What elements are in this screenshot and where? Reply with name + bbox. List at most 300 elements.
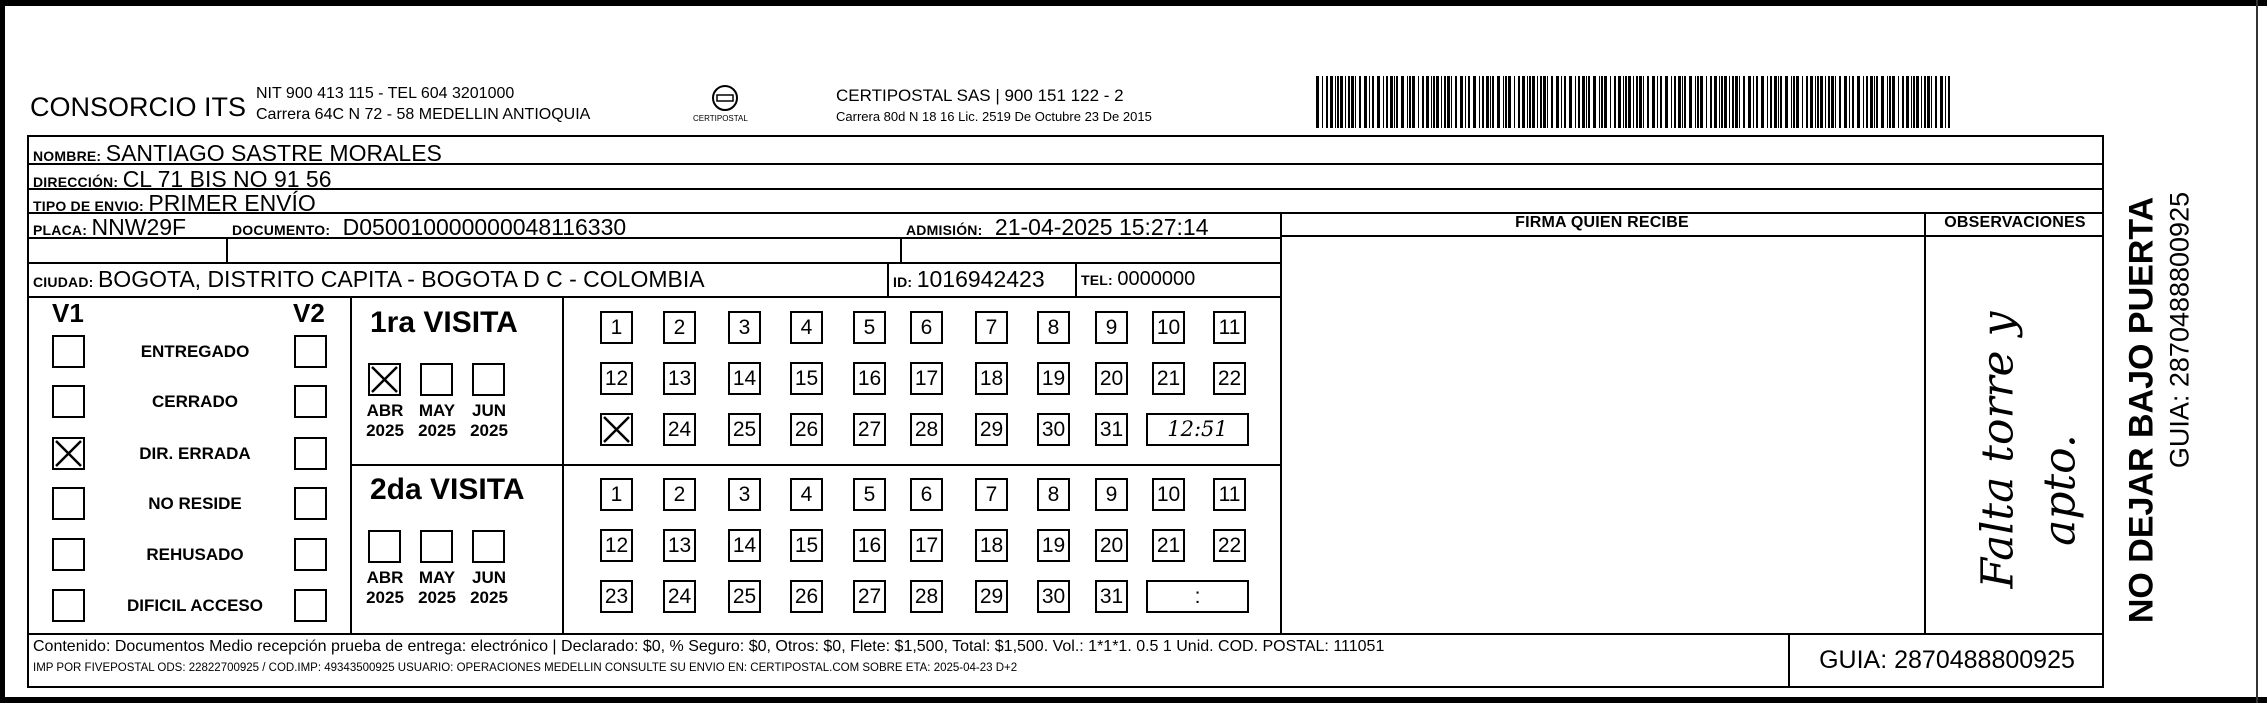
barcode-bar [1527, 76, 1528, 128]
barcode-bar [1503, 76, 1504, 128]
barcode-bar [1532, 76, 1535, 128]
second-visit-day[interactable]: 10 [1152, 478, 1185, 511]
admision-value: 21-04-2025 15:27:14 [994, 214, 1209, 240]
barcode-bar [1394, 76, 1395, 128]
id-value: 1016942423 [916, 266, 1045, 292]
barcode-bar [1739, 76, 1740, 128]
second-visit-day[interactable]: 2 [663, 478, 696, 511]
barcode-bar [1806, 76, 1808, 128]
barcode-bar [1643, 76, 1644, 128]
row-line-5 [27, 262, 1282, 264]
barcode-bar [1881, 76, 1884, 128]
v1-checkbox[interactable] [52, 538, 85, 571]
barcode-bar [1460, 76, 1463, 128]
barcode-bar [1451, 76, 1452, 128]
barcode-bar [1628, 76, 1631, 128]
month-year: 2025 [366, 421, 404, 440]
second-visit-month-checkbox[interactable] [368, 530, 401, 563]
barcode-bar [1431, 76, 1432, 128]
col-admision-sep [900, 237, 902, 262]
first-visit-day[interactable]: 1 [600, 311, 633, 344]
barcode-bar [1802, 76, 1803, 128]
barcode-bar [1828, 76, 1830, 128]
company-name: CONSORCIO ITS [30, 92, 247, 122]
direccion-row [33, 166, 332, 193]
tipo-row [33, 190, 316, 217]
barcode-bar [1678, 76, 1681, 128]
first-visit-time[interactable]: 12:51 [1146, 413, 1249, 446]
barcode-bar [1625, 76, 1627, 128]
first-visit-day[interactable]: 27 [853, 413, 886, 446]
second-visit-day[interactable]: 1 [600, 478, 633, 511]
first-visit-day[interactable]: 14 [728, 362, 761, 395]
barcode-bar [1767, 76, 1768, 128]
logo-caption: CERTIPOSTAL [693, 114, 748, 123]
v1-checkbox[interactable] [52, 385, 85, 418]
second-visit-day[interactable]: 30 [1037, 580, 1070, 613]
barcode-bar [1330, 76, 1333, 128]
second-visit-day[interactable]: 26 [790, 580, 823, 613]
barcode-bar [1724, 76, 1727, 128]
barcode-bar [1892, 76, 1895, 128]
first-visit-day[interactable]: 16 [853, 362, 886, 395]
barcode-bar [1849, 76, 1850, 128]
barcode-bar [1547, 76, 1548, 128]
barcode-bar [1948, 76, 1950, 128]
first-visit-day[interactable]: 10 [1152, 311, 1185, 344]
barcode-bar [1540, 76, 1542, 128]
barcode-bar [1931, 76, 1932, 128]
status-label: CERRADO [152, 392, 238, 411]
first-visit-day[interactable]: 8 [1037, 311, 1070, 344]
nit-line: NIT 900 413 115 - TEL 604 3201000 [256, 85, 515, 102]
barcode-bar [1639, 76, 1642, 128]
ciudad-label: CIUDAD: [33, 274, 94, 290]
barcode-bar [1537, 76, 1538, 128]
month-name: ABR [366, 568, 404, 587]
barcode-bar [1721, 76, 1723, 128]
barcode-bar [1335, 76, 1336, 128]
second-visit-day[interactable]: 13 [663, 529, 696, 562]
second-visit-day[interactable]: 20 [1095, 529, 1128, 562]
id-label: ID: [893, 274, 913, 290]
barcode-bar [1599, 76, 1600, 128]
signature-header-line [1280, 235, 2104, 237]
barcode-bar [1436, 76, 1439, 128]
v2-checkbox[interactable] [294, 335, 327, 368]
barcode-bar [1857, 76, 1860, 128]
documento-label: DOCUMENTO: [232, 222, 331, 238]
barcode-bar [1522, 76, 1525, 128]
second-visit-day[interactable]: 29 [975, 580, 1008, 613]
first-visit-day[interactable]: 22 [1213, 362, 1246, 395]
barcode-bar [1870, 76, 1873, 128]
first-visit-day[interactable]: 4 [790, 311, 823, 344]
month-name: MAY [418, 401, 456, 420]
barcode-bar [1714, 76, 1717, 128]
id-row [893, 266, 1045, 293]
second-visit-month-label [359, 568, 411, 608]
barcode-bar [1682, 76, 1683, 128]
second-visit-day[interactable]: 23 [600, 580, 633, 613]
barcode-bar [1492, 76, 1494, 128]
first-visit-day[interactable]: 21 [1152, 362, 1185, 395]
v2-label: V2 [293, 298, 325, 328]
first-visit-day[interactable]: 26 [790, 413, 823, 446]
direccion-label: DIRECCIÓN: [33, 174, 119, 190]
second-visit-time[interactable]: : [1146, 580, 1249, 613]
row-line-6 [27, 296, 1282, 298]
status-label: ENTREGADO [140, 342, 250, 361]
certipostal-address: Carrera 80d N 18 16 Lic. 2519 De Octubre 23 De 2015 [836, 109, 1152, 124]
first-visit-day[interactable]: 7 [975, 311, 1008, 344]
first-visit-day[interactable]: 17 [910, 362, 943, 395]
col-placa-sep [226, 237, 228, 262]
barcode-bar [1623, 76, 1624, 128]
barcode-bar [1916, 76, 1919, 128]
second-visit-month-checkbox[interactable] [472, 530, 505, 563]
col-firma-left [1280, 212, 1282, 634]
v2-checkbox[interactable] [294, 487, 327, 520]
barcode-bar [1820, 76, 1823, 128]
col-obs-left [1924, 212, 1926, 634]
certipostal-line: CERTIPOSTAL SAS | 900 151 122 - 2 [836, 86, 1124, 105]
barcode-bar [1817, 76, 1819, 128]
first-visit-day[interactable]: 19 [1037, 362, 1070, 395]
second-visit-day[interactable]: 5 [853, 478, 886, 511]
first-visit-day[interactable] [600, 413, 633, 446]
barcode-bar [1695, 76, 1696, 128]
barcode-bar [1326, 76, 1328, 128]
first-visit-month-label [463, 401, 515, 441]
first-visit-day[interactable]: 31 [1095, 413, 1128, 446]
barcode-bar [1633, 76, 1634, 128]
second-visit-day[interactable]: 6 [910, 478, 943, 511]
v1-checkbox[interactable] [52, 589, 85, 622]
first-visit-day[interactable]: 30 [1037, 413, 1070, 446]
barcode-bar [1810, 76, 1813, 128]
barcode-bar [1785, 76, 1788, 128]
side-guia: GUIA: 2870488800925 [2164, 191, 2195, 469]
barcode-bar [1791, 76, 1792, 128]
barcode-bar [1418, 76, 1419, 128]
month-name: MAY [418, 568, 456, 587]
status-label: NO RESIDE [148, 494, 242, 513]
barcode-bar [1835, 76, 1836, 128]
second-visit-month-label [463, 568, 515, 608]
page-left-edge [0, 0, 5, 703]
barcode-bar [1889, 76, 1891, 128]
first-visit-day[interactable]: 5 [853, 311, 886, 344]
barcode-bar [1706, 76, 1707, 128]
barcode-bar [1831, 76, 1834, 128]
barcode-bar [1479, 76, 1480, 128]
month-year: 2025 [366, 588, 404, 607]
barcode-bar [1913, 76, 1915, 128]
v2-checkbox[interactable] [294, 385, 327, 418]
barcode-bar [1601, 76, 1603, 128]
v1-label: V1 [52, 298, 84, 328]
nombre-label: NOMBRE: [33, 148, 102, 164]
first-visit-month-checkbox[interactable] [368, 363, 401, 396]
barcode-bar [1578, 76, 1580, 128]
barcode-bar [1345, 76, 1346, 128]
tel-value: 0000000 [1117, 268, 1196, 290]
barcode-bar [1927, 76, 1930, 128]
barcode-bar [1660, 76, 1662, 128]
second-visit-day[interactable]: 4 [790, 478, 823, 511]
col-visits-sep [350, 296, 352, 634]
barcode-bar [1866, 76, 1868, 128]
barcode-bar [1756, 76, 1758, 128]
barcode-bar [1588, 76, 1590, 128]
nombre-row [33, 140, 442, 167]
second-visit-day[interactable]: 22 [1213, 529, 1246, 562]
tipo-value: PRIMER ENVÍO [148, 190, 316, 216]
barcode-bar [1412, 76, 1415, 128]
second-visit-month-checkbox[interactable] [420, 530, 453, 563]
barcode-bar [1748, 76, 1751, 128]
second-visit-day[interactable]: 24 [663, 580, 696, 613]
second-visit-title: 2da VISITA [370, 473, 525, 506]
footer-guia: GUIA: 2870488800925 [1819, 646, 2075, 674]
barcode-bar [1486, 76, 1489, 128]
barcode-bar [1364, 76, 1367, 128]
footer-imp: IMP POR FIVEPOSTAL ODS: 22822700925 / COD.IMP: 49343500925 USUARIO: OPERACIONES MEDELLIN CONSULTE SU ENVIO EN: CERTIPOSTAL.COM SOBRE ETA: 2025-04-23 D+2 [33, 662, 1018, 674]
barcode-bar [1359, 76, 1361, 128]
barcode-bar [1441, 76, 1442, 128]
first-visit-title: 1ra VISITA [370, 306, 518, 339]
first-visit-day[interactable]: 20 [1095, 362, 1128, 395]
month-year: 2025 [470, 421, 508, 440]
barcode-bar [1455, 76, 1457, 128]
barcode-bar [1674, 76, 1676, 128]
barcode-bar [1396, 76, 1398, 128]
first-visit-month-label [359, 401, 411, 441]
barcode-bar [1657, 76, 1658, 128]
status-label: DIR. ERRADA [139, 444, 251, 463]
tel-row [1081, 268, 1195, 291]
barcode-bar [1322, 76, 1323, 128]
second-visit-day[interactable]: 7 [975, 478, 1008, 511]
second-visit-day[interactable]: 14 [728, 529, 761, 562]
barcode-bar [1689, 76, 1692, 128]
second-visit-day[interactable]: 25 [728, 580, 761, 613]
barcode-bar [1852, 76, 1854, 128]
barcode-bar [1743, 76, 1745, 128]
company-address: Carrera 64C N 72 - 58 MEDELLIN ANTIOQUIA [256, 106, 591, 123]
barcode-bar [1340, 76, 1343, 128]
barcode-bar [1447, 76, 1450, 128]
v1-checkbox[interactable] [52, 437, 85, 470]
barcode-bar [1482, 76, 1484, 128]
barcode-bar [1911, 76, 1912, 128]
barcode-bar [1386, 76, 1388, 128]
month-name: JUN [471, 568, 506, 587]
second-visit-day[interactable]: 16 [853, 529, 886, 562]
barcode-bar [1508, 76, 1511, 128]
barcode-bar [1604, 76, 1607, 128]
second-visit-day[interactable]: 15 [790, 529, 823, 562]
barcode-bar [1935, 76, 1937, 128]
barcode [1316, 76, 1952, 128]
status-label: REHUSADO [146, 545, 244, 564]
barcode-bar [1753, 76, 1754, 128]
visit-divider [350, 464, 1280, 466]
barcode-bar [1422, 76, 1424, 128]
documento-row [232, 214, 626, 241]
barcode-bar [1409, 76, 1411, 128]
barcode-bar [1543, 76, 1546, 128]
barcode-bar [1671, 76, 1672, 128]
barcode-bar [1887, 76, 1888, 128]
row-line-2 [27, 188, 2104, 190]
second-visit-day[interactable]: 12 [600, 529, 633, 562]
first-visit-day[interactable]: 18 [975, 362, 1008, 395]
barcode-bar [1348, 76, 1350, 128]
v2-checkbox[interactable] [294, 589, 327, 622]
barcode-bar [1369, 76, 1370, 128]
barcode-bar [1355, 76, 1356, 128]
barcode-bar [1876, 76, 1878, 128]
barcode-bar [1614, 76, 1616, 128]
barcode-bar [1372, 76, 1374, 128]
barcode-bar [1902, 76, 1904, 128]
barcode-bar [1465, 76, 1466, 128]
second-visit-day[interactable]: 8 [1037, 478, 1070, 511]
admision-label: ADMISIÓN: [906, 222, 983, 238]
month-name: JUN [471, 401, 506, 420]
barcode-bar [1774, 76, 1777, 128]
first-visit-day[interactable]: 11 [1213, 311, 1246, 344]
first-visit-day[interactable]: 6 [910, 311, 943, 344]
month-year: 2025 [418, 421, 456, 440]
barcode-bar [1839, 76, 1841, 128]
second-visit-day[interactable]: 3 [728, 478, 761, 511]
barcode-bar [1377, 76, 1380, 128]
barcode-bar [1316, 76, 1319, 128]
barcode-bar [1390, 76, 1393, 128]
observaciones-label: OBSERVACIONES [1944, 214, 2086, 231]
day-check-mark [602, 415, 631, 444]
side-warning: NO DEJAR BAJO PUERTA [2122, 196, 2161, 624]
barcode-bar [1647, 76, 1649, 128]
col-id-sep [887, 262, 889, 296]
barcode-bar [1593, 76, 1596, 128]
barcode-bar [1906, 76, 1909, 128]
barcode-bar [1732, 76, 1734, 128]
barcode-bar [1761, 76, 1764, 128]
firma-label: FIRMA QUIEN RECIBE [1515, 214, 1689, 231]
barcode-bar [1770, 76, 1772, 128]
placa-row [33, 214, 186, 241]
month-name: ABR [366, 401, 404, 420]
v1-checkbox[interactable] [52, 335, 85, 368]
first-visit-day[interactable]: 9 [1095, 311, 1128, 344]
tipo-label: TIPO DE ENVIO: [33, 198, 144, 214]
barcode-bar [1582, 76, 1585, 128]
barcode-bar [1825, 76, 1826, 128]
first-visit-month-checkbox[interactable] [472, 363, 505, 396]
v2-checkbox[interactable] [294, 538, 327, 571]
v1-checkbox[interactable] [52, 487, 85, 520]
first-visit-day[interactable]: 15 [790, 362, 823, 395]
second-visit-day[interactable]: 17 [910, 529, 943, 562]
second-visit-day[interactable]: 11 [1213, 478, 1246, 511]
barcode-bar [1401, 76, 1404, 128]
barcode-bar [1665, 76, 1668, 128]
first-visit-day[interactable]: 24 [663, 413, 696, 446]
second-visit-day[interactable]: 19 [1037, 529, 1070, 562]
second-visit-day[interactable]: 27 [853, 580, 886, 613]
barcode-bar [1874, 76, 1875, 128]
barcode-bar [1844, 76, 1847, 128]
barcode-bar [1468, 76, 1470, 128]
first-visit-day[interactable]: 29 [975, 413, 1008, 446]
tel-label: TEL: [1081, 272, 1113, 288]
barcode-bar [1719, 76, 1720, 128]
barcode-bar [1444, 76, 1446, 128]
first-visit-day[interactable]: 28 [910, 413, 943, 446]
barcode-bar [1505, 76, 1507, 128]
first-visit-day[interactable]: 3 [728, 311, 761, 344]
barcode-bar [1697, 76, 1699, 128]
second-visit-day[interactable]: 9 [1095, 478, 1128, 511]
barcode-bar [1700, 76, 1703, 128]
barcode-bar [1863, 76, 1864, 128]
footer-contenido: Contenido: Documentos Medio recepción prueba de entrega: electrónico | Declarado: $0, % Seguro: $0, Otros: $0, Flete: $1,500, Total: $1,500. Vol.: 1*1*1. 0.5 1 Unid. COD. POSTAL: 111051 [33, 638, 1385, 655]
barcode-bar [1815, 76, 1816, 128]
barcode-bar [1710, 76, 1712, 128]
second-visit-day[interactable]: 31 [1095, 580, 1128, 613]
barcode-bar [1780, 76, 1782, 128]
first-visit-month-label [411, 401, 463, 441]
first-visit-month-checkbox[interactable] [420, 363, 453, 396]
barcode-bar [1924, 76, 1926, 128]
second-visit-day[interactable]: 28 [910, 580, 943, 613]
placa-value: NNW29F [91, 214, 187, 240]
first-visit-day[interactable]: 12 [600, 362, 633, 395]
barcode-bar [1569, 76, 1572, 128]
barcode-bar [1636, 76, 1638, 128]
barcode-bar [1610, 76, 1611, 128]
page-top-edge [0, 0, 2267, 6]
barcode-bar [1426, 76, 1429, 128]
second-visit-day[interactable]: 21 [1152, 529, 1185, 562]
barcode-bar [1383, 76, 1384, 128]
barcode-bar [1796, 76, 1799, 128]
v2-checkbox[interactable] [294, 437, 327, 470]
barcode-bar [1735, 76, 1738, 128]
barcode-bar [1618, 76, 1621, 128]
barcode-bar [1518, 76, 1520, 128]
barcode-bar [1564, 76, 1566, 128]
footer-line [27, 633, 2104, 635]
barcode-bar [1940, 76, 1943, 128]
ciudad-row [33, 266, 705, 293]
second-visit-day[interactable]: 18 [975, 529, 1008, 562]
first-visit-day[interactable]: 2 [663, 311, 696, 344]
col-days-sep [562, 296, 564, 634]
admision-row [906, 214, 1209, 241]
barcode-bar [1561, 76, 1562, 128]
col-tel-sep [1075, 262, 1077, 296]
ciudad-value: BOGOTA, DISTRITO CAPITA - BOGOTA D C - COLOMBIA [97, 266, 705, 292]
barcode-bar [1729, 76, 1730, 128]
first-visit-day[interactable]: 13 [663, 362, 696, 395]
first-visit-day[interactable]: 25 [728, 413, 761, 446]
barcode-bar [1945, 76, 1946, 128]
